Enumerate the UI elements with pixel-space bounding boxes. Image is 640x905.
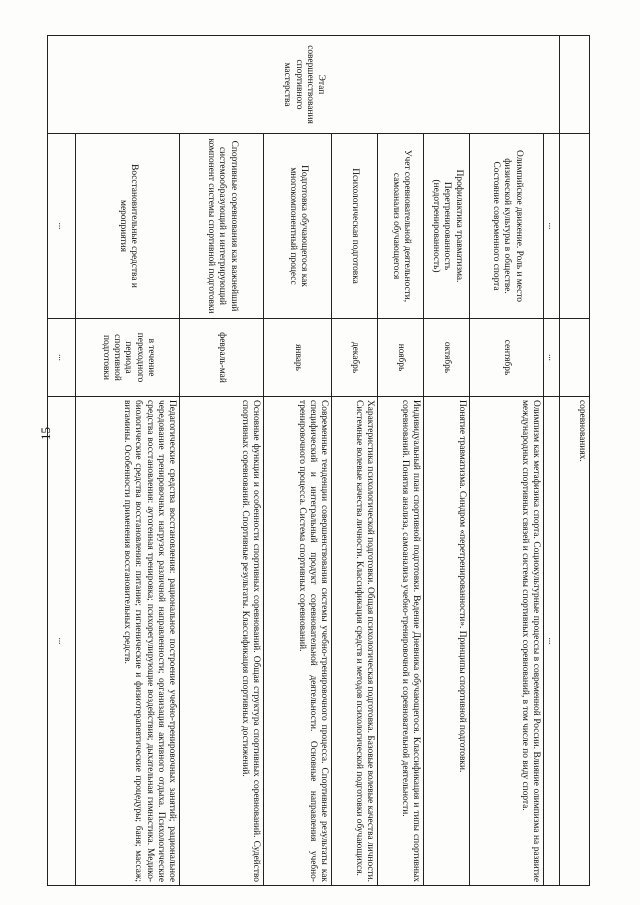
topic-cell-top	[560, 134, 590, 319]
table-row	[76, 36, 180, 886]
topic-cell: Олимпийское движение. Роль и место физической культуры в обществе. Состояние современного спорта	[470, 134, 544, 319]
period-cell: сентябрь	[470, 319, 544, 397]
period-cell: ноябрь	[378, 319, 424, 397]
topic-cell: Психологическая подготовка	[332, 134, 378, 319]
topic-ellipsis-bottom: ...	[48, 134, 76, 319]
topic-ellipsis: ...	[544, 134, 560, 319]
table-row	[264, 36, 332, 886]
stage-cell-top	[560, 36, 590, 134]
table-row-ellipsis	[544, 36, 560, 886]
content-cell: Понятие травматизма. Синдром «перетренированности». Принципы спортивной подготовки.	[424, 397, 470, 886]
topic-cell: Восстановительные средства и мероприятия	[76, 134, 180, 319]
content-cell: Основные функции и особенности спортивных соревнований. Общая структура спортивных соревнований. Судейство спортивных соревнований. Спортивные результаты. Классификация спортивных достижений.	[180, 397, 264, 886]
table-row	[332, 36, 378, 886]
period-cell: в течение переходного периода спортивной подготовки	[76, 319, 180, 397]
content-cell: Современные тенденции совершенствования системы учебно-тренировочного процесса. Спортивные результаты как специфический и интегральный продукт соревновательной деятельности. Основные направления учебно-тренировочного процесса. Система спортивных соревнований.	[264, 397, 332, 886]
period-cell: февраль-май	[180, 319, 264, 397]
content-cell: Индивидуальный план спортивной подготовки. Ведение Дневника обучающегося. Классификация и типы спортивных соревнований. Понятия анализа, самоанализа учебно-тренировочной и соревновательной деятельности.	[378, 397, 424, 886]
content-cell: Олимпизм как метафизика спорта. Социокультурные процессы в современной России. Влияние олимпизма на развитие международных спортивных связей и системы спортивных соревнований, в том числе по виду спорта.	[470, 397, 544, 886]
table-row	[378, 36, 424, 886]
period-cell: январь	[264, 319, 332, 397]
period-ellipsis-bottom: ...	[48, 319, 76, 397]
table-row	[180, 36, 264, 886]
period-cell: декабрь	[332, 319, 378, 397]
topic-cell: Профилактика травматизма. Перетренированность (недотренированность)	[424, 134, 470, 319]
content-cell: Характеристика психологической подготовки. Общая психологическая подготовка. Базовые волевые качества личности. Системные волевые качества личности. Классификация средств и методов психологической подготовки обучающихся.	[332, 397, 378, 886]
program-table	[47, 35, 590, 886]
table-row	[470, 36, 544, 886]
table-row-bottom	[48, 36, 76, 886]
content-cell: Педагогические средства восстановления: рациональное построение учебно-тренировочных занятий; рациональное чередование тренировочных нагрузок различной направленности; организация активного отдыха. Психологические средства восстановления: аутогенная тренировка; психорегулирующие воздействия; дыхательная гимнастика. Медико-биологические средства восстановления: питание; гигиенические и физиотерапевтические процедуры; баня; массаж; витамины. Особенности применения восстановительных средств.	[76, 397, 180, 886]
table-row-top	[560, 36, 590, 886]
content-ellipsis: ...	[544, 397, 560, 886]
page-number: 15	[38, 427, 53, 440]
topic-cell: Подготовка обучающегося как многокомпонентный процесс	[264, 134, 332, 319]
period-ellipsis: ...	[544, 319, 560, 397]
period-cell: октябрь	[424, 319, 470, 397]
rotated-page-content	[50, 35, 590, 885]
content-ellipsis-bottom: ...	[48, 397, 76, 886]
stage-cell: Этап совершенствования спортивного мастерства	[48, 36, 560, 134]
topic-cell: Спортивные соревнования как важнейший системообразующий и интегрирующий компонент системы спортивной подготовки	[180, 134, 264, 319]
content-cell-top: соревнованиях.	[560, 397, 590, 886]
period-cell-top	[560, 319, 590, 397]
table-row	[424, 36, 470, 886]
topic-cell: Учет соревновательной деятельности, самоанализ обучающегося	[378, 134, 424, 319]
